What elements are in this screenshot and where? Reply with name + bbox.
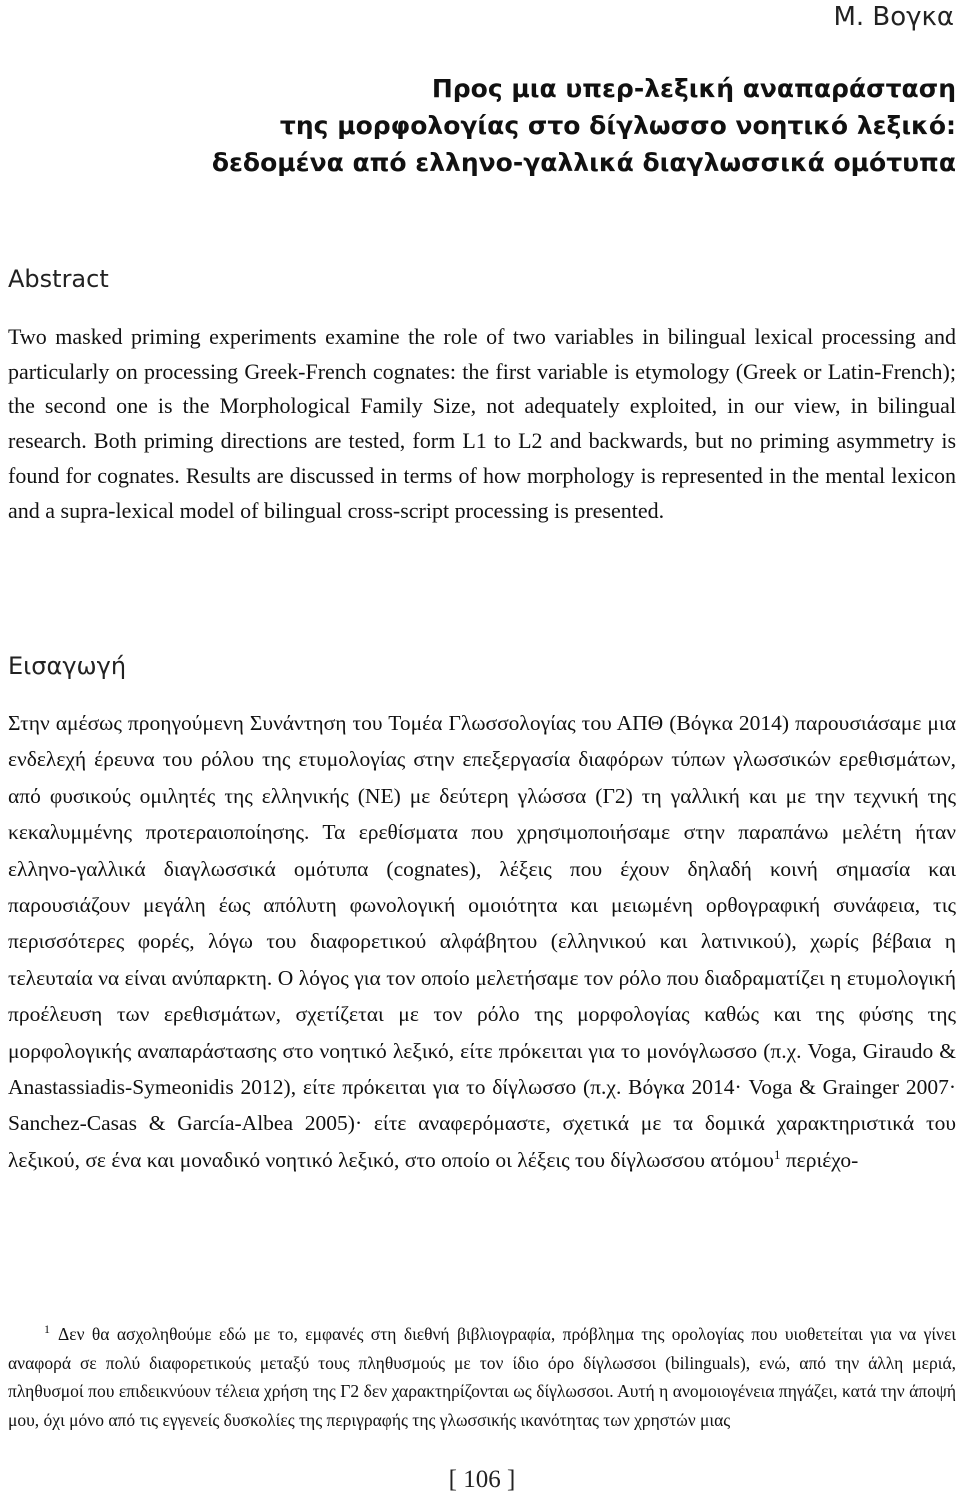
page [8,0,956,1506]
abstract-paragraph: Two masked priming experiments examine the role of two variables in bilingual lexical processing and particularly on processing Greek-French cognates: the first variable is etymology (Greek or Latin-French); the second one is the Morphological Family Size, not adequately exploited, in our view, in bilingual research. Both priming directions are tested, form L1 to L2 and backwards, but no priming asymmetry is found for cognates. Results are discussed in terms of how morphology is represented in the mental lexicon and a supra-lexical model of bilingual cross-script processing is presented. [8,324,956,523]
running-head-author: M. Βογκα [833,2,954,32]
page-number: [ 106 ] [448,1466,516,1493]
abstract-heading: Abstract [8,265,109,293]
introduction-heading: Εισαγωγή [8,652,127,680]
article-title [212,70,956,181]
footnote [8,1320,956,1434]
title-line-1: Προς μια υπερ-λεξική αναπαράσταση [431,74,956,103]
footnote-text: Δεν θα ασχοληθούμε εδώ με το, εμφανές στη διεθνή βιβλιογραφία, πρόβλημα της ορολογίας που υιοθετείται για να γίνει αναφορά σε πολύ διαφορετικούς μεταξύ τους πληθυσμούς με τον ίδιο όρο δίγλωσσοι (bilinguals), ενώ, από την άλλη μεριά, πληθυσμοί που επιδεικνύουν τέλεια χρήση της Γ2 δεν χαρακτηρίζονται ως δίγλωσσοι. Αυτή η ανομοιογένεια πηγάζει, κατά την άποψή μου, όχι μόνο από τις εγγενείς δυσκολίες της περιγραφής της γλωσσικής ικανότητας των χρηστών μιας [8,1324,956,1430]
title-line-3: δεδομένα από ελληνο-γαλλικά διαγλωσσικά ομότυπα [211,148,956,177]
introduction-text-end: περιέχο- [780,1147,859,1172]
footnote-reference[interactable]: 1 [773,1146,781,1162]
introduction-text-main: Στην αμέσως προηγούμενη Συνάντηση του Τομέα Γλωσσολογίας του ΑΠΘ (Βόγκα 2014) παρουσιάσαμε μια ενδελεχή έρευνα του ρόλου της ετυμολογίας στην επεξεργασία διαφόρων τύπων γλωσσικών ερεθισμάτων, από φυσικούς ομιλητές της ελληνικής (ΝΕ) με δεύτερη γλώσσα (Γ2) τη γαλλική και με την τεχνική της κεκαλυμμένης προτεραιοποίησης. Τα ερεθίσματα που χρησιμοποιήσαμε στην παραπάνω μελέτη ήταν ελληνο-γαλλικά διαγλωσσικά ομότυπα (cognates), λέξεις που έχουν δηλαδή κοινή σημασία και παρουσιάζουν μεγάλη έως απόλυτη φωνολογική ομοιότητα και μειωμένη ορθογραφική συνάφεια, τις περισσότερες φορές, λόγω του διαφορετικού αλφάβητου (ελληνικού και λατινικού), χωρίς βέβαια η τελευταία να είναι ανύπαρκτη. Ο λόγος για τον οποίο μελετήσαμε τον ρόλο που διαδραματίζει η ετυμολογική προέλευση των ερεθισμάτων, σχετίζεται με τον ρόλο της μορφολογίας καθώς και της φύσης της μορφολογικής αναπαράστασης στο νοητικό λεξικό, είτε πρόκειται για το μονόγλωσσο (π.χ. Voga, Giraudo & Anastassiadis-Symeonidis 2012), είτε πρόκειται για το δίγλωσσο (π.χ. Βόγκα 2014· Voga & Grainger 2007· Sanchez-Casas & García-Albea 2005)· είτε αναφερόμαστε, σχετικά με τα δομικά χαρακτηριστικά του λεξικού, σε ένα και μοναδικό νοητικό λεξικό, στο οποίο οι λέξεις του δίγλωσσου ατόμου [8,711,956,1172]
title-line-2: της μορφολογίας στο δίγλωσσο νοητικό λεξικό: [279,111,956,140]
introduction-paragraph [8,705,956,1178]
footnote-mark: 1 [44,1322,50,1337]
